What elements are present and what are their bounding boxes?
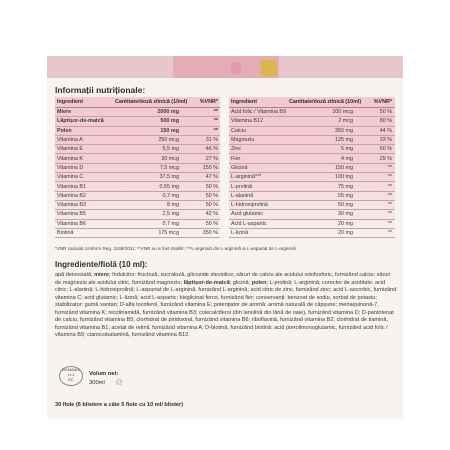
row-ingredient: Fier [231, 155, 241, 162]
ingredient-text-part: apă deionizată; [55, 272, 95, 278]
row-quantity: 20 mcg [161, 155, 179, 162]
header-quantity: Cantitate/doză zilnică (10ml) [115, 99, 188, 105]
row-ingredient: L-hidroxiprolină [231, 202, 268, 209]
row-vnr: ** [387, 202, 392, 209]
nutrition-title: Informații nutriționale: [55, 85, 146, 95]
table-row [55, 164, 220, 173]
health-mark-code: H-1 [67, 373, 75, 377]
row-ingredient: Vitamina B1 [57, 183, 86, 190]
row-quantity: 37,5 mg [159, 174, 179, 181]
row-vnr: ** [213, 109, 218, 116]
row-vnr: 50 % [205, 202, 218, 209]
row-vnr: ** [387, 230, 392, 236]
row-ingredient: Acid glutamic [231, 211, 264, 218]
row-vnr: 150 % [202, 164, 218, 171]
row-vnr: 80 % [379, 118, 392, 125]
header-ingredient: Ingredient [57, 99, 84, 105]
table-row [229, 127, 395, 136]
row-vnr: ** [387, 192, 392, 199]
product-box-back [47, 56, 403, 419]
table-header [229, 97, 395, 108]
volume-label: Volum net: [89, 371, 119, 377]
row-vnr: 50 % [205, 220, 218, 227]
row-ingredient: Vitamina B6 [57, 220, 86, 227]
table-header [55, 97, 220, 108]
row-quantity: 100 mg [335, 174, 353, 181]
table-row [229, 192, 395, 201]
row-ingredient: Acid L-aspartic [231, 220, 267, 227]
ingredient-allergen: lăptișor-de-matcă [183, 279, 230, 286]
ingredient-text-part: ; îndulcitor: fructoză, sucraloză, glicozide steviolice; săruri de calciu ale acidului ortofosforic, furnizând calciu; săruri de magneziu ale acidului citric, furnizând magneziu; [55, 272, 391, 286]
health-mark-country: ROMANIA [62, 368, 80, 372]
table-row [229, 173, 395, 182]
row-ingredient: L-arginină*** [231, 174, 262, 181]
row-quantity: 125 mg [335, 137, 353, 144]
row-ingredient: Miere [57, 109, 72, 116]
row-ingredient: Magneziu [231, 137, 255, 144]
row-ingredient: Vitamina A [57, 137, 83, 144]
row-quantity: 175 mcg [158, 230, 179, 236]
table-body-right [229, 108, 395, 238]
row-quantity: 250 mcg [158, 137, 179, 144]
table-row [229, 229, 395, 238]
row-vnr: 42 % [205, 211, 218, 218]
row-ingredient: Lăptișor-de-matcă [57, 118, 104, 125]
table-row [229, 145, 395, 154]
table-row [55, 117, 220, 126]
row-quantity: 20 mg [338, 230, 353, 236]
table-row [55, 154, 220, 163]
row-quantity: 7,5 mcg [159, 164, 179, 171]
table-row [229, 164, 395, 173]
row-ingredient: Vitamina B12 [231, 118, 263, 125]
ingredients-text [55, 272, 397, 340]
row-quantity: 2 mcg [338, 118, 353, 125]
row-quantity: 0,7 mg [162, 220, 179, 227]
row-quantity: 0,55 mg [159, 183, 179, 190]
row-quantity: 4 mg [341, 155, 353, 162]
table-row [55, 108, 220, 117]
header-vnr: %VNR* [373, 99, 392, 105]
header-quantity: Cantitate/doză zilnică (10ml) [289, 99, 362, 105]
ingredient-text-part: ; L-prolină; L-arginină; corector de aciditate: acid citric; L-alanină; L-hidroxiprolină; L-aspartat de L-arginină, furnizând L-arginină; acid citric de zinc, furnizând zinc; acid L-ascorbic, furnizând vitamina C; acid glutamic; L-lizină; acid L-aspartic; bisglicinat feros, furnizând fier; conservanți: benzoat de sodiu, sorbat de potasiu; stabilizator: gumă xantan; D-alfa tocoferol, furnizând vitamina E; potențiator de aromă: aromă naturală de căpșune; menaquinonă-7, furnizând vitamina K; nicotinamidă, furnizând vitamina B3; colecalciferol (din lanolină din lână de oaie), furnizând vitamina D; D-pantotenat de calciu, furnizând vitamina B5; clorhidrat de piridoxină, furnizând vitamina B6; riboflavină, furnizând vitamina B2; clorhidrat de tiamină, furnizând vitamina B1; acetat de retinil, furnizând vitamina A; D-biotină, furnizând biotină; acid pteroilmonoglutamic, furnizând acid folic / vitamina B9; cianocobalamină, furnizând vitamina B12. [55, 279, 397, 339]
row-ingredient: Vitamina C [57, 174, 84, 181]
table-row [55, 173, 220, 182]
table-row [55, 229, 220, 238]
header-vnr: %VNR* [199, 99, 218, 105]
row-vnr: 50 % [379, 109, 392, 116]
table-row [229, 117, 395, 126]
row-quantity: 2000 mg [157, 109, 179, 116]
nutrition-table-left [55, 97, 220, 242]
volume-value: 300ml [89, 380, 105, 386]
header-ingredient: Ingredient [231, 99, 258, 105]
row-vnr: 33 % [379, 137, 392, 144]
health-mark-ec: EC [68, 378, 74, 382]
row-vnr: 46 % [205, 146, 218, 153]
table-row [55, 201, 220, 210]
row-ingredient: L-prolină [231, 183, 252, 190]
row-ingredient: Polen [57, 127, 72, 134]
table-row [229, 182, 395, 191]
row-vnr: ** [387, 183, 392, 190]
row-ingredient: Vitamina E [57, 146, 83, 153]
row-vnr: ** [213, 118, 218, 125]
row-quantity: 350 mg [335, 127, 353, 134]
table-row [55, 127, 220, 136]
table-row [229, 201, 395, 210]
row-ingredient: L-alanină [231, 192, 254, 199]
row-quantity: 500 mg [160, 118, 179, 125]
row-vnr: ** [387, 220, 392, 227]
row-ingredient: Vitamina K [57, 155, 83, 162]
table-row [229, 154, 395, 163]
package-decoration-pink [231, 62, 241, 74]
row-vnr: ** [387, 174, 392, 181]
row-quantity: 50 mg [338, 202, 353, 209]
nutrition-table-right [229, 97, 395, 242]
table-row [55, 182, 220, 191]
table-row [55, 210, 220, 219]
row-ingredient: Vitamina B5 [57, 211, 86, 218]
row-quantity: 0,7 mg [162, 192, 179, 199]
table-row [55, 192, 220, 201]
row-ingredient: Glicină [231, 164, 248, 171]
row-vnr: 50 % [205, 192, 218, 199]
package-top-strip [47, 56, 403, 78]
row-vnr: 44 % [379, 127, 392, 134]
table-row [55, 136, 220, 145]
table-row [229, 108, 395, 117]
row-quantity: 150 mg [335, 164, 353, 171]
table-row [229, 220, 395, 229]
row-ingredient: Vitamina B3 [57, 202, 86, 209]
row-vnr: ** [213, 127, 218, 134]
row-vnr: 350 % [202, 230, 218, 236]
row-quantity: 2,5 mg [162, 211, 179, 218]
table-row [55, 145, 220, 154]
ingredient-text-part: ; glicină; [229, 279, 252, 286]
table-row [229, 210, 395, 219]
ingredient-allergen: polen [251, 279, 267, 286]
row-ingredient: Zinc [231, 146, 242, 153]
row-ingredient: L-lizină [231, 230, 249, 236]
package-contents: 30 fiole (6 blistere a câte 5 fiole cu 10 ml/ blister) [55, 402, 184, 408]
row-quantity: 100 mcg [332, 109, 353, 116]
recycle-icon: ♲ [115, 377, 124, 387]
row-quantity: 150 mg [160, 127, 179, 134]
health-mark-oval [59, 366, 83, 386]
row-ingredient: Acid folic / Vitamina B9 [231, 109, 287, 116]
row-vnr: 27 % [205, 155, 218, 162]
table-row [55, 220, 220, 229]
row-quantity: 55 mg [338, 192, 353, 199]
row-ingredient: Vitamina D [57, 164, 84, 171]
row-quantity: 30 mg [338, 211, 353, 218]
ingredient-allergen: miere [94, 272, 109, 278]
row-quantity: 5 mg [341, 146, 353, 153]
row-quantity: 8 mg [167, 202, 179, 209]
table-row [229, 136, 395, 145]
row-vnr: 31 % [205, 137, 218, 144]
row-vnr: ** [387, 211, 392, 218]
row-vnr: 29 % [379, 155, 392, 162]
row-vnr: 47 % [205, 174, 218, 181]
table-body-left [55, 108, 220, 238]
row-ingredient: Biotină [57, 230, 74, 236]
package-decoration-gold [261, 60, 277, 76]
row-quantity: 5,5 mg [162, 146, 179, 153]
row-vnr: 50 % [205, 183, 218, 190]
footnote: *VNR calculat conform Reg. 1169/2011; **VNR nu a fost stabilit; ***L-arginină din L-arginină și L-aspartat de L-arginină [55, 246, 296, 251]
row-quantity: 75 mg [338, 183, 353, 190]
row-ingredient: Calciu [231, 127, 246, 134]
row-ingredient: Vitamina B2 [57, 192, 86, 199]
row-quantity: 20 mg [338, 220, 353, 227]
row-vnr: ** [387, 164, 392, 171]
ingredients-title: Ingrediente/fiolă (10 ml): [55, 260, 148, 269]
row-vnr: 50 % [379, 146, 392, 153]
